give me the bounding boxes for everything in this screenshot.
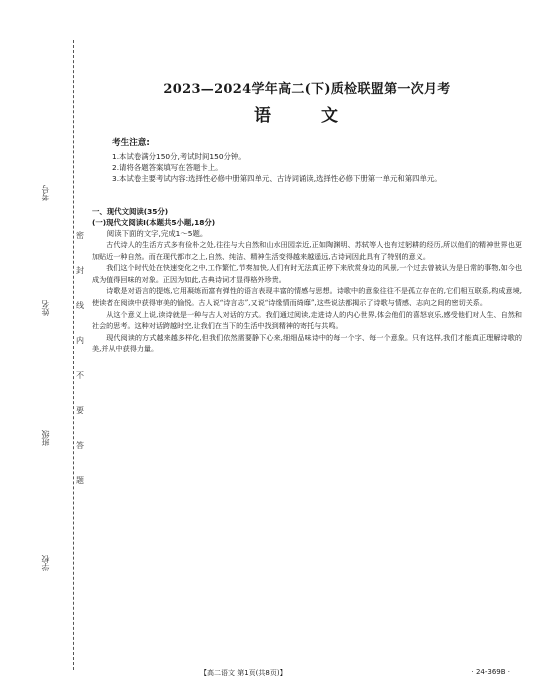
page-footer xyxy=(200,668,510,678)
exam-title: 2023—2024学年高二(下)质检联盟第一次月考 xyxy=(163,82,451,97)
seal-mark: 线 xyxy=(76,301,84,310)
notice-item: 1.本试卷满分150分,考试时间150分钟。 xyxy=(112,152,246,161)
notice-item: 3.本试卷主要考试内容:选择性必修中册第四单元、古诗词诵读,选择性必修下册第一单元和第四单元。 xyxy=(112,174,442,183)
section-heading: 一、现代文阅读(35分) xyxy=(92,207,169,216)
seal-mark: 题 xyxy=(76,476,84,485)
label-class: 班级 xyxy=(41,430,50,446)
seal-mark: 不 xyxy=(76,371,84,380)
binding-margin xyxy=(0,0,84,692)
notice-item: 2.请将各题答案填写在答题卡上。 xyxy=(112,163,223,172)
notice-heading: 考生注意: xyxy=(112,138,150,148)
footer-code: · 24-369B · xyxy=(471,668,510,676)
seal-mark: 答 xyxy=(76,441,84,450)
instruction: 阅读下面的文字,完成1～5题。 xyxy=(106,229,208,238)
label-exam-number: 考号 xyxy=(41,185,50,201)
seal-mark: 内 xyxy=(76,336,84,345)
paragraph: 诗歌是对语言的提炼,它用凝练而富有弹性的语言表现丰富的情感与思想。诗歌中的意象往往不是孤立存在的,它们相互联系,构成意境,使读者在阅读中获得审美的愉悦。古人说“诗言志”,又说“诗缘情而绮靡”,这些说法都揭示了诗歌与情感、志向之间的密切关系。 xyxy=(92,286,522,307)
exam-notice xyxy=(112,138,522,184)
label-school: 学校 xyxy=(41,555,50,571)
paragraph: 从这个意义上说,读诗就是一种与古人对话的方式。我们通过阅读,走进诗人的内心世界,体会他们的喜怒哀乐,感受他们对人生、自然和社会的思考。这种对话跨越时空,让我们在当下的生活中找到精神的寄托与共鸣。 xyxy=(92,309,522,331)
seal-mark: 密 xyxy=(76,231,84,240)
footer-page-info: 【高二语文 第1页(共8页)】 xyxy=(200,669,287,677)
subject-title: 语 文 xyxy=(254,106,360,126)
paragraph: 古代诗人的生活方式多有俭朴之处,往往与大自然和山水田园亲近,正如陶渊明、苏轼等人也有过躬耕的经历,所以他们的精神世界也更加贴近一种自然。而在现代都市之上,自然、纯洁、精神生活变得越来越遥远,古诗词因此具有了特别的意义。 xyxy=(92,240,522,261)
subsection-heading: (一)现代文阅读Ⅰ(本题共5小题,18分) xyxy=(92,218,216,227)
reading-section xyxy=(92,206,522,355)
exam-page xyxy=(92,78,522,355)
seal-mark: 封 xyxy=(76,266,84,275)
paragraph: 我们这个时代处在快速变化之中,工作繁忙,节奏加快,人们有时无法真正停下来欣赏身边的风景,一个过去曾被认为是日常的事物,如今也成为值得回味的对象。正因为如此,古典诗词才显得格外珍贵。 xyxy=(92,263,522,284)
seal-mark: 要 xyxy=(76,406,84,415)
label-name: 姓名 xyxy=(41,300,50,316)
seal-line xyxy=(73,40,74,670)
paragraph: 现代阅读的方式越来越多样化,但我们依然需要静下心来,细细品味诗中的每一个字、每一个意象。只有这样,我们才能真正理解诗歌的美,并从中获得力量。 xyxy=(92,332,522,354)
